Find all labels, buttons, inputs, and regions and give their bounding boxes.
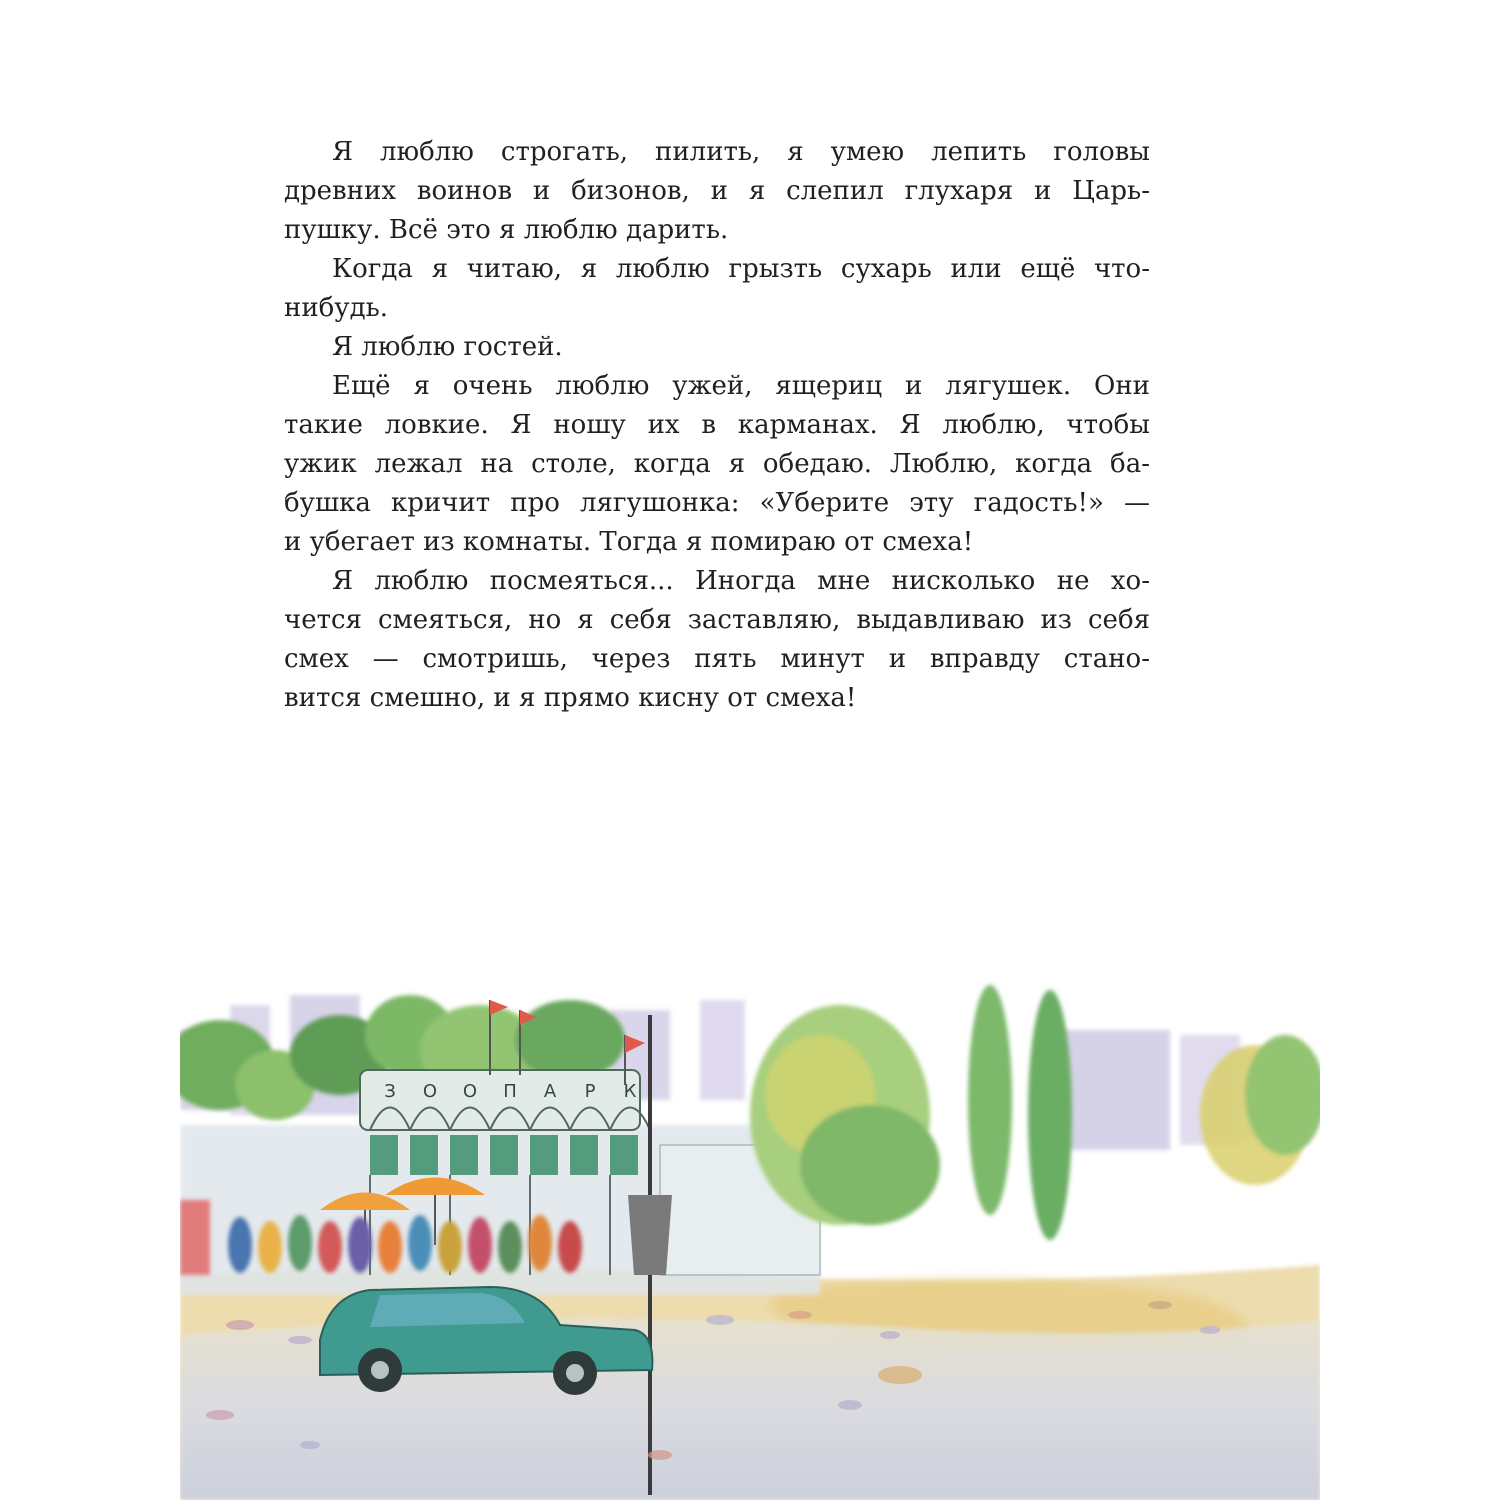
- text-line: Я люблю строгать, пилить, я умею лепить головы: [332, 137, 1150, 167]
- body-text: [284, 133, 1150, 718]
- zoo-windows: [370, 1135, 638, 1175]
- paragraph: [284, 133, 1150, 250]
- text-line: Ещё я очень люблю ужей, ящериц и лягушек. Они: [332, 371, 1150, 401]
- paragraph: [284, 367, 1150, 562]
- text-line: нибудь.: [284, 293, 389, 323]
- text-line: ужик лежал на столе, когда я обедаю. Люблю, когда ба-: [284, 449, 1150, 479]
- zoo-sign-letter: Р: [584, 1081, 596, 1102]
- text-line: и убегает из комнаты. Тогда я помираю от смеха!: [284, 527, 974, 557]
- zoo-street-illustration: [180, 975, 1320, 1500]
- text-line: вится смешно, и я прямо кисну от смеха!: [284, 683, 857, 713]
- zoo-sign-letter: О: [462, 1081, 478, 1102]
- text-line: смех — смотришь, через пять минут и вправду стано-: [284, 644, 1150, 674]
- paragraph: [284, 562, 1150, 718]
- zoo-sign-letter: А: [543, 1081, 557, 1102]
- paragraph: [284, 250, 1150, 328]
- text-line: Когда я читаю, я люблю грызть сухарь или ещё что-: [332, 254, 1150, 284]
- zoo-sign-letter: К: [623, 1081, 637, 1102]
- text-line: чется смеяться, но я себя заставляю, выдавливаю из себя: [284, 605, 1150, 635]
- right-trees: [750, 985, 1320, 1240]
- text-line: такие ловкие. Я ношу их в карманах. Я люблю, чтобы: [284, 410, 1150, 440]
- zoo-sign-letter: П: [503, 1081, 517, 1102]
- paragraph: [284, 328, 1150, 367]
- zoo-sign-letter: З: [384, 1081, 396, 1102]
- text-line: бушка кричит про лягушонка: «Уберите эту гадость!» —: [284, 488, 1150, 518]
- text-line: древних воинов и бизонов, и я слепил глухаря и Царь-: [284, 176, 1150, 206]
- text-line: Я люблю гостей.: [332, 332, 563, 362]
- zoo-sign-letter: О: [422, 1081, 438, 1102]
- text-line: Я люблю посмеяться... Иногда мне нисколько не хо-: [332, 566, 1150, 596]
- text-line: пушку. Всё это я люблю дарить.: [284, 215, 729, 245]
